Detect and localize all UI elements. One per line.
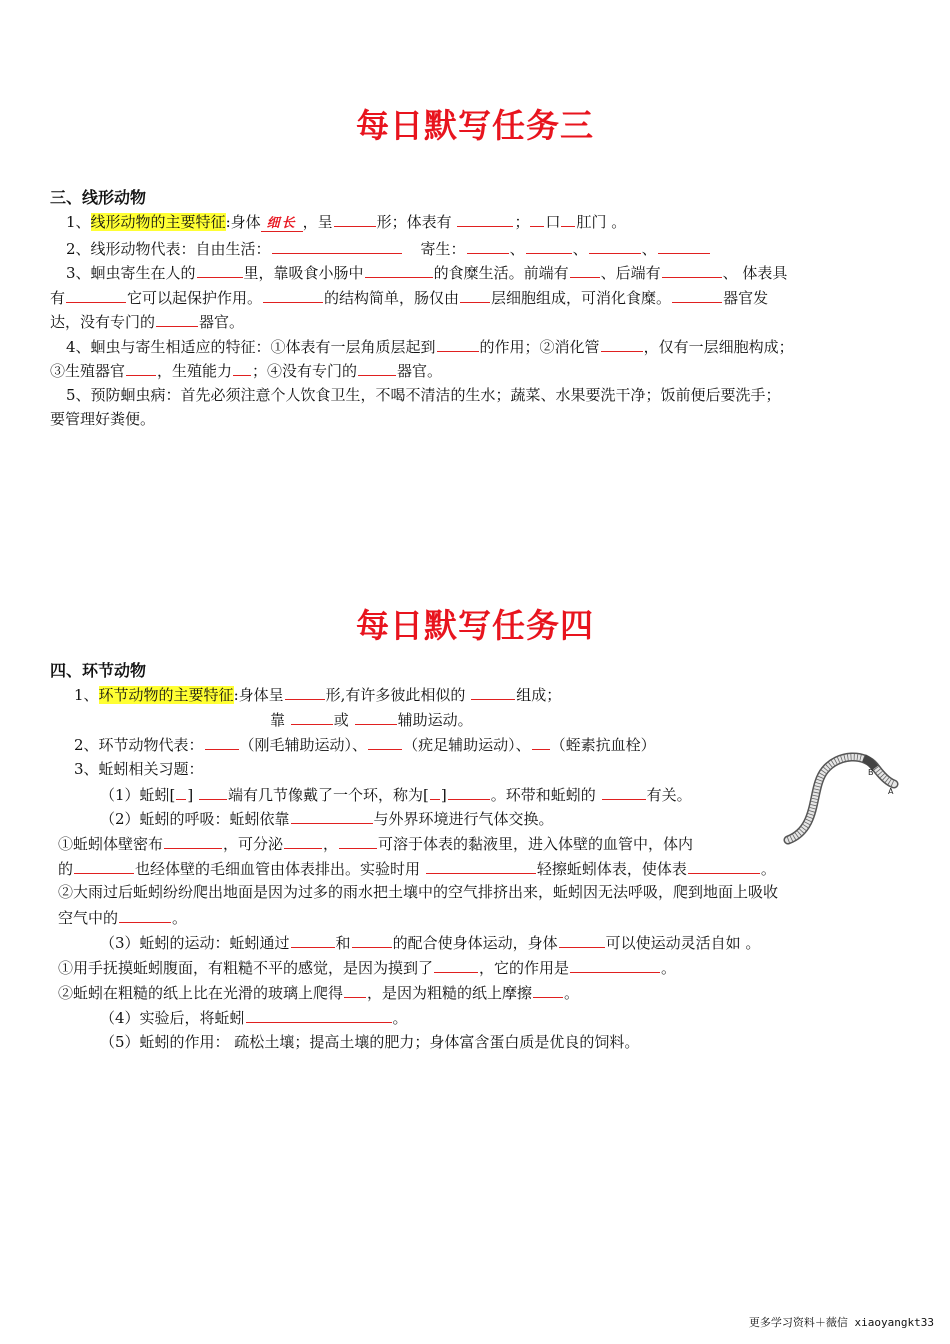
fill-blank[interactable] — [672, 287, 722, 303]
text: 层细胞组成，可消化食糜。 — [491, 289, 672, 307]
text: ，它的作用是 — [479, 959, 570, 977]
fill-blank[interactable] — [205, 734, 239, 750]
fill-blank[interactable] — [291, 932, 335, 948]
text: ] — [440, 786, 447, 804]
worm-body — [788, 757, 894, 840]
fill-blank[interactable] — [197, 262, 243, 278]
text: （刚毛辅助运动）、 — [239, 736, 368, 754]
fill-blank[interactable] — [334, 211, 376, 227]
fill-blank[interactable] — [570, 957, 660, 973]
text: 。环带和蚯蚓的 — [490, 786, 596, 804]
fill-blank[interactable] — [199, 784, 227, 800]
separator: 、 — [641, 240, 657, 258]
text: 轻擦蚯蚓体表，使体表 — [536, 860, 687, 878]
fill-blank[interactable] — [426, 858, 536, 874]
task4-line-4: 3、蚯蚓相关习题： — [74, 760, 204, 778]
text: ①用手抚摸蚯蚓腹面，有粗糙不平的感觉，是因为摸到了 — [58, 959, 434, 977]
fill-blank[interactable] — [233, 360, 251, 376]
filled-answer: 细长 — [261, 216, 303, 232]
task3-heading: 三、线形动物 — [50, 188, 147, 207]
task4-line-8 — [58, 858, 776, 879]
highlighted-term: 线形动物的主要特征 — [90, 213, 226, 231]
fill-blank[interactable] — [352, 932, 392, 948]
fill-blank[interactable] — [437, 336, 479, 352]
text: （3）蚯蚓的运动：蚯蚓通过 — [100, 934, 290, 952]
fill-blank[interactable] — [471, 684, 515, 700]
fill-blank[interactable] — [284, 833, 322, 849]
text: 形,有许多彼此相似的 — [325, 686, 466, 704]
text: （1）蚯蚓[ — [100, 786, 176, 804]
task4-line-13 — [58, 982, 579, 1003]
fill-blank[interactable] — [66, 287, 126, 303]
fill-blank[interactable] — [532, 734, 550, 750]
text: （蛭素抗血栓） — [550, 736, 656, 754]
fill-blank[interactable] — [602, 784, 646, 800]
text: 有 — [50, 289, 66, 307]
text: 可溶于体表的黏液里，进入体壁的血管中，体内 — [378, 835, 694, 853]
task4-line-11 — [100, 932, 760, 953]
fill-blank[interactable] — [601, 336, 643, 352]
text: 和 — [335, 934, 351, 952]
text: 、 体表具 — [722, 264, 788, 282]
text: 。 — [760, 860, 776, 878]
task3-line-6 — [66, 336, 794, 357]
text: 的 — [58, 860, 74, 878]
task4-line-7 — [58, 833, 693, 854]
text: ； — [514, 213, 530, 231]
label-a: A — [888, 787, 894, 796]
text: ，呈 — [302, 213, 333, 231]
text: 2、环节动物代表： — [74, 736, 204, 754]
earthworm-figure — [780, 748, 900, 848]
text: 端有几节像戴了一个环，称为[ — [228, 786, 429, 804]
label-b: B — [868, 768, 874, 777]
text: ①蚯蚓体壁密布 — [58, 835, 164, 853]
separator: 、 — [509, 240, 525, 258]
text: 或 — [333, 711, 349, 729]
fill-blank[interactable] — [448, 784, 490, 800]
text: 空气中的 — [58, 909, 119, 927]
task4-line-14 — [100, 1007, 408, 1028]
fill-blank[interactable] — [570, 262, 600, 278]
text: 器官发 — [723, 289, 769, 307]
text: 靠 — [270, 711, 286, 729]
text: 寄生： — [420, 240, 466, 258]
item-number: 1、 — [74, 686, 99, 704]
separator: 、 — [572, 240, 588, 258]
fill-blank[interactable] — [246, 1007, 392, 1023]
fill-blank[interactable] — [156, 311, 198, 327]
fill-blank[interactable] — [662, 262, 722, 278]
fill-blank[interactable] — [344, 982, 366, 998]
text: 里，靠吸食小肠中 — [243, 264, 364, 282]
fill-blank[interactable] — [589, 238, 641, 254]
fill-blank[interactable] — [339, 833, 377, 849]
text: ，生殖能力 — [157, 362, 233, 380]
fill-blank[interactable] — [272, 238, 402, 254]
task3-line-3 — [66, 262, 787, 283]
text: 也经体壁的毛细血管由体表排出。实验时用 — [135, 860, 421, 878]
fill-blank[interactable] — [561, 211, 575, 227]
task3-line-7 — [50, 360, 442, 381]
task4-line-10 — [58, 907, 187, 928]
text: 口 — [545, 213, 561, 231]
fill-blank[interactable] — [467, 238, 509, 254]
text: 的结构简单，肠仅由 — [324, 289, 460, 307]
fill-blank[interactable] — [457, 211, 513, 227]
task3-title: 每日默写任务三 — [356, 106, 594, 145]
task4-line-1 — [74, 684, 561, 705]
text: 肛门 。 — [576, 213, 627, 231]
text: 有关。 — [646, 786, 692, 804]
text: 组成； — [516, 686, 562, 704]
fill-blank[interactable] — [365, 262, 433, 278]
text: ，是因为粗糙的纸上摩擦 — [367, 984, 533, 1002]
text: 形；体表有 — [376, 213, 452, 231]
task4-heading: 四、环节动物 — [50, 661, 147, 680]
footer-note: 更多学习资料＋薇信 xiaoyangkt33 — [748, 1316, 934, 1329]
fill-blank[interactable] — [430, 784, 440, 800]
fill-blank[interactable] — [291, 709, 333, 725]
text: 3、蛔虫寄生在人的 — [66, 264, 196, 282]
text: 它可以起保护作用。 — [127, 289, 263, 307]
item-number: 1、 — [66, 213, 91, 231]
task4-line-3 — [74, 734, 656, 755]
text: ②蚯蚓在粗糙的纸上比在光滑的玻璃上爬得 — [58, 984, 344, 1002]
fill-blank[interactable] — [559, 932, 605, 948]
fill-blank[interactable] — [355, 709, 397, 725]
fill-blank[interactable] — [460, 287, 490, 303]
fill-blank[interactable] — [533, 982, 563, 998]
fill-blank[interactable] — [658, 238, 710, 254]
task3-line-9: 要管理好粪便。 — [50, 410, 156, 428]
text: 的作用；②消化管 — [479, 338, 600, 356]
text: :身体呈 — [233, 686, 284, 704]
fill-blank[interactable] — [263, 287, 323, 303]
text: 2、线形动物代表：自由生活： — [66, 240, 271, 258]
task4-title: 每日默写任务四 — [356, 606, 594, 645]
fill-blank[interactable] — [358, 360, 396, 376]
text: （疣足辅助运动）、 — [403, 736, 531, 754]
text: 辅助运动。 — [397, 711, 473, 729]
task3-line-4 — [50, 287, 768, 308]
fill-blank[interactable] — [126, 360, 156, 376]
text: 。 — [392, 1009, 408, 1027]
task4-line-12 — [58, 957, 676, 978]
text: 器官。 — [199, 313, 245, 331]
fill-blank[interactable] — [434, 957, 478, 973]
text: 可以使运动灵活自如 。 — [605, 934, 761, 952]
text: ；④没有专门的 — [252, 362, 358, 380]
text: 、后端有 — [600, 264, 661, 282]
text: ， — [323, 835, 339, 853]
fill-blank[interactable] — [74, 858, 134, 874]
task4-line-15: （5）蚯蚓的作用： 疏松土壤；提高土壤的肥力；身体富含蛋白质是优良的饲料。 — [100, 1033, 640, 1051]
task3-line-1 — [66, 211, 626, 232]
text: 与外界环境进行气体交换。 — [373, 810, 554, 828]
text: 4、蛔虫与寄生相适应的特征：①体表有一层角质层起到 — [66, 338, 436, 356]
fill-blank[interactable] — [164, 833, 222, 849]
fill-blank[interactable] — [285, 684, 325, 700]
text: 。 — [564, 984, 580, 1002]
fill-blank[interactable] — [291, 808, 373, 824]
highlighted-term: 环节动物的主要特征 — [98, 686, 234, 704]
text: 达，没有专门的 — [50, 313, 156, 331]
text: （4）实验后，将蚯蚓 — [100, 1009, 245, 1027]
text: ，可分泌 — [223, 835, 284, 853]
task4-line-2 — [270, 709, 473, 730]
text: ，仅有一层细胞构成； — [643, 338, 794, 356]
text: 器官。 — [397, 362, 443, 380]
fill-blank[interactable] — [688, 858, 760, 874]
fill-blank[interactable] — [119, 907, 171, 923]
text: 的食糜生活。前端有 — [433, 264, 569, 282]
fill-blank[interactable] — [176, 784, 186, 800]
task4-line-9: ②大雨过后蚯蚓纷纷爬出地面是因为过多的雨水把土壤中的空气排挤出来，蚯蚓因无法呼吸，爬到地面上吸收 — [58, 883, 779, 901]
text: :身体 — [225, 213, 261, 231]
task4-line-6 — [100, 808, 554, 829]
text: （2）蚯蚓的呼吸：蚯蚓依靠 — [100, 810, 290, 828]
fill-blank[interactable] — [368, 734, 402, 750]
task4-line-5 — [100, 784, 692, 805]
text: 。 — [661, 959, 677, 977]
fill-blank[interactable] — [526, 238, 572, 254]
text: ③生殖器官 — [50, 362, 126, 380]
text: 。 — [172, 909, 188, 927]
fill-blank[interactable] — [530, 211, 544, 227]
task3-line-5 — [50, 311, 244, 332]
task3-line-8: 5、预防蛔虫病：首先必须注意个人饮食卫生，不喝不清洁的生水；蔬菜、水果要洗干净；饭前便后要洗手； — [66, 386, 781, 404]
text: 的配合使身体运动，身体 — [392, 934, 558, 952]
task3-line-2 — [66, 238, 711, 259]
text: ] — [187, 786, 194, 804]
